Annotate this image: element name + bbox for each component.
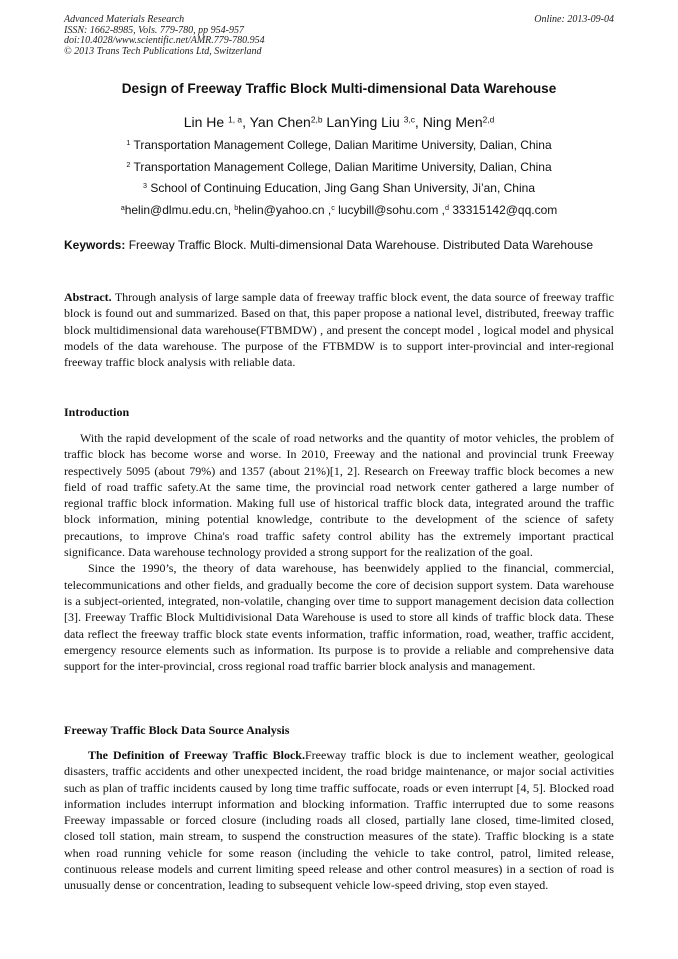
- journal-name: Advanced Materials Research: [64, 14, 185, 25]
- affiliation-text: School of Continuing Education, Jing Gang Shan University, Ji’an, China: [146, 181, 535, 195]
- affiliation-text: Transportation Management College, Dalian Maritime University, Dalian, China: [130, 138, 552, 152]
- affiliation-number: 1: [126, 138, 131, 148]
- email-mark: b: [234, 203, 239, 213]
- author-name: Ning Men: [422, 114, 483, 130]
- affiliation-2: [40, 160, 638, 174]
- section-heading-data-source: Freeway Traffic Block Data Source Analysis: [64, 723, 290, 737]
- definition-paragraph: [64, 747, 614, 894]
- author-separator: ,: [242, 114, 250, 130]
- keywords-text: Freeway Traffic Block. Multi-dimensional Data Warehouse. Distributed Data Warehouse: [125, 238, 594, 252]
- author-affiliation-mark: 2,d: [482, 114, 495, 125]
- introduction-body: [64, 430, 614, 674]
- online-date: Online: 2013-09-04: [534, 14, 614, 25]
- affiliation-number: 2: [126, 160, 131, 170]
- affiliation-3: [40, 181, 638, 195]
- affiliation-number: 3: [142, 181, 147, 191]
- paper-title: Design of Freeway Traffic Block Multi-dimensional Data Warehouse: [121, 81, 557, 96]
- email-mark: a: [120, 203, 125, 213]
- author-emails: [40, 203, 638, 217]
- author-list: [40, 114, 638, 130]
- doi-line: doi:10.4028/www.scientific.net/AMR.779-780.954: [64, 35, 265, 46]
- affiliation-1: [40, 138, 638, 152]
- author-separator: ,: [414, 114, 423, 130]
- publication-header: [64, 15, 614, 57]
- paragraph-text: Freeway traffic block is due to inclement weather, geological disasters, traffic accidents and other unexpected incident, the road bridge maintenance, or major social activities such as plan of traffic incidents caused by long time traffic suffocate, roads or even interrupt [4, 5]. Blocked road information includes interrupt information and blocking information. Traffic interrupted due to some reasons Freeway impassable or forced closure (including roads all closed, partially lane closed, time-limited closed, closed toll station, main stream, to suspend the construction measures of the state). Traffic blocking is a state when road running vehicle for some reason (including the vehicle to take control, patrol, limited release, continuous release models and current limiting speed release and other control measures) in a section of road is unusually dense or concentration, leading to subsequent vehicle low-speed driving, stop even stayed.: [64, 748, 614, 893]
- subsection-lead: The Definition of Freeway Traffic Block.: [88, 748, 305, 762]
- paragraph: With the rapid development of the scale of road networks and the quantity of motor vehicles, the problem of traffic block has become worse and worse. In 2010, Freeway and the national and provincial trunk Freeway respectively 5095 (about 79%) and 1357 (about 21%)[1, 2]. Research on Freeway traffic block becomes a new field of road traffic safety.At the same time, the provincial road network center gathered a large number of regional traffic block information. Making full use of historical traffic block data, integrated around the traffic block information, mining potential knowledge, contribute to the development of the science of safety precautions, to improve China's road traffic safety control ability has the extremely important practical significance. Data warehouse technology provided a strong support for the realization of the goal.: [64, 431, 614, 560]
- email-mark: c: [331, 203, 335, 213]
- author-affiliation-mark: 2,b: [310, 114, 323, 125]
- email-link[interactable]: helin@dlmu.edu.cn,: [124, 203, 235, 217]
- email-link[interactable]: 33315142@qq.com: [449, 203, 558, 217]
- author-name: Lin He: [183, 114, 229, 130]
- issn-line: ISSN: 1662-8985, Vols. 779-780, pp 954-957: [64, 24, 244, 36]
- author-affiliation-mark: 1, a: [228, 114, 243, 125]
- paragraph: Since the 1990’s, the theory of data warehouse, has beenwidely applied to the financial, commercial, telecommunications and other fields, and gradually become the core of decision support system. Data warehouse is a subject-oriented, integrated, non-volatile, changing over time to support management decision data collection [3]. Freeway Traffic Block Multidivisional Data Warehouse is used to store all kinds of traffic block data. These data reflect the freeway traffic block state events information, traffic information, road, weather, traffic accident, emergency resource elements such as information. Its purpose is to provide a reliable and comprehensive data support for the inter-provincial, cross regional road traffic barrier block analysis and management.: [64, 561, 614, 674]
- email-link[interactable]: lucybill@sohu.com ,: [334, 203, 446, 217]
- email-link[interactable]: helin@yahoo.cn ,: [238, 203, 332, 217]
- author-name: Yan Chen: [249, 114, 311, 130]
- abstract-text: Through analysis of large sample data of freeway traffic block event, the data source of freeway traffic block is found out and summarized. Based on that, this paper propose a national level, distributed, freeway traffic block multidimensional data warehouse(FTBMDW) , and present the concept model , logical model and physical models of the data warehouse. The purpose of the FTBMDW is to support inter-provincial and inter-regional freeway traffic block analysis with reliable data.: [64, 290, 614, 370]
- author-name: LanYing Liu: [326, 114, 404, 130]
- email-mark: d: [445, 203, 450, 213]
- affiliation-text: Transportation Management College, Dalian Maritime University, Dalian, China: [130, 160, 552, 174]
- copyright-line: © 2013 Trans Tech Publications Ltd, Switzerland: [64, 45, 262, 57]
- section-heading-introduction: Introduction: [64, 405, 130, 419]
- keywords: [64, 238, 614, 253]
- abstract: [64, 289, 614, 370]
- abstract-label: Abstract.: [64, 290, 112, 304]
- keywords-label: Keywords:: [64, 238, 126, 252]
- author-affiliation-mark: 3,c: [403, 114, 415, 125]
